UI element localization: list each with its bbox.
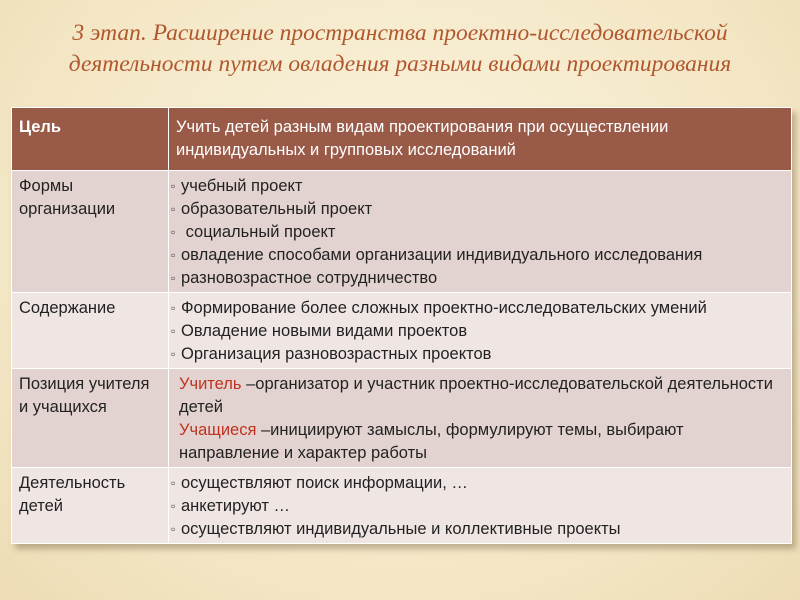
list-item: ▫ Овладение новыми видами проектов bbox=[171, 320, 785, 343]
students-text: –инициируют замыслы, формулируют темы, выбирают направление и характер работы bbox=[179, 421, 684, 462]
list-item: ▫ образовательный проект bbox=[171, 198, 785, 221]
list-item: ▫ учебный проект bbox=[171, 175, 785, 198]
list-item: ▫ социальный проект bbox=[171, 221, 785, 244]
slide-title-line-1: 3 этап. Расширение пространства проектно-исследовательской bbox=[72, 20, 728, 46]
forms-list bbox=[171, 175, 785, 290]
bullet-icon: ▫ bbox=[171, 522, 176, 536]
teacher-text: –организатор и участник проектно-исследовательской деятельности детей bbox=[179, 375, 773, 416]
list-item: ▫ Организация разновозрастных проектов bbox=[171, 343, 785, 366]
table-header-row bbox=[12, 108, 792, 171]
slide-title bbox=[0, 18, 800, 80]
content-content bbox=[169, 293, 792, 369]
bullet-icon: ▫ bbox=[171, 202, 176, 216]
table-row-content bbox=[12, 293, 792, 369]
bullet-icon: ▫ bbox=[171, 476, 176, 490]
bullet-icon: ▫ bbox=[171, 499, 176, 513]
bullet-icon: ▫ bbox=[171, 225, 176, 239]
activity-list bbox=[171, 472, 785, 541]
students-term: Учащиеся bbox=[179, 421, 257, 439]
list-item: ▫ овладение способами организации индивидуального исследования bbox=[171, 244, 785, 267]
list-item: ▫ Формирование более сложных проектно-исследовательских умений bbox=[171, 297, 785, 320]
bullet-icon: ▫ bbox=[171, 347, 176, 361]
bullet-icon: ▫ bbox=[171, 324, 176, 338]
list-item: ▫ разновозрастное сотрудничество bbox=[171, 267, 785, 290]
goal-label: Цель bbox=[12, 108, 169, 171]
students-paragraph bbox=[171, 419, 785, 465]
table-row-forms bbox=[12, 171, 792, 293]
table-row-position bbox=[12, 369, 792, 468]
forms-content bbox=[169, 171, 792, 293]
slide-title-line-2: деятельности путем овладения разными видами проектирования bbox=[68, 51, 732, 77]
list-item: ▫ осуществляют поиск информации, … bbox=[171, 472, 785, 495]
position-content bbox=[169, 369, 792, 468]
teacher-term: Учитель bbox=[179, 375, 242, 393]
forms-label: Формы организации bbox=[12, 171, 169, 293]
table-row-activity bbox=[12, 468, 792, 544]
list-item: ▫ осуществляют индивидуальные и коллективные проекты bbox=[171, 518, 785, 541]
position-label: Позиция учителя и учащихся bbox=[12, 369, 169, 468]
activity-content bbox=[169, 468, 792, 544]
activity-label: Деятельность детей bbox=[12, 468, 169, 544]
bullet-icon: ▫ bbox=[171, 301, 176, 315]
teacher-paragraph bbox=[171, 373, 785, 419]
bullet-icon: ▫ bbox=[171, 248, 176, 262]
bullet-icon: ▫ bbox=[171, 271, 176, 285]
goal-text: Учить детей разным видам проектирования при осуществлении индивидуальных и групповых исследований bbox=[169, 108, 792, 171]
list-item: ▫ анкетируют … bbox=[171, 495, 785, 518]
stage-table bbox=[11, 107, 792, 544]
content-label: Содержание bbox=[12, 293, 169, 369]
content-list bbox=[171, 297, 785, 366]
bullet-icon: ▫ bbox=[171, 179, 176, 193]
